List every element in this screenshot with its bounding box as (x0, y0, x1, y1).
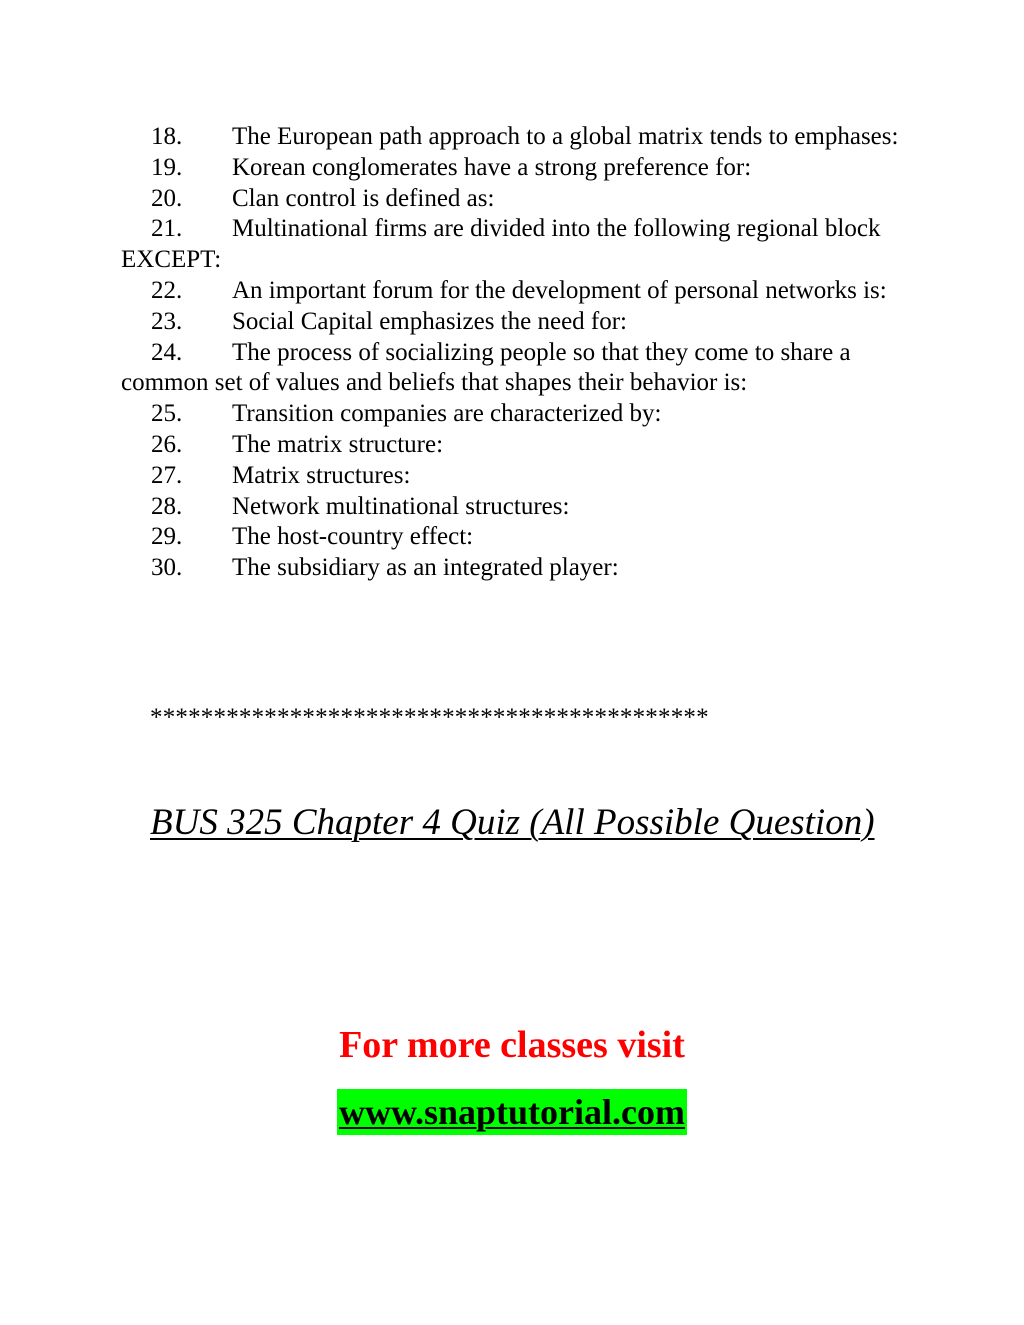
question-number: 28. (151, 492, 183, 520)
question-text: The process of socializing people so that they come to share a common set of values and beliefs that shapes their behavior is: (121, 338, 851, 397)
question-text: An important forum for the development of personal networks is: (232, 276, 887, 304)
question-item (121, 461, 911, 492)
question-text: Matrix structures: (232, 461, 411, 489)
question-number: 23. (151, 307, 183, 335)
question-item (121, 184, 911, 215)
promo-link-container (0, 1089, 1024, 1135)
question-item (121, 492, 911, 523)
question-text: Korean conglomerates have a strong preference for: (232, 153, 752, 181)
question-number: 27. (151, 461, 183, 489)
quiz-title: BUS 325 Chapter 4 Quiz (All Possible Question) (150, 802, 875, 843)
question-number: 29. (151, 523, 183, 551)
question-item (121, 553, 911, 584)
question-item (121, 338, 911, 400)
question-item (121, 122, 911, 153)
question-text: Multinational firms are divided into the following regional block EXCEPT: (121, 215, 881, 274)
question-number: 24. (151, 338, 183, 366)
question-text: The matrix structure: (232, 430, 444, 458)
question-number: 18. (151, 123, 183, 150)
question-item (121, 430, 911, 461)
question-text: The European path approach to a global matrix tends to emphases: (232, 123, 899, 150)
question-item (121, 276, 911, 307)
question-item (121, 307, 911, 338)
question-text: Network multinational structures: (232, 492, 570, 520)
promo-text: For more classes visit (339, 1024, 685, 1066)
question-text: Social Capital emphasizes the need for: (232, 307, 628, 335)
question-list (121, 122, 911, 584)
question-number: 30. (151, 554, 183, 582)
question-item (121, 399, 911, 430)
question-item (121, 522, 911, 553)
question-text: Transition companies are characterized by: (232, 400, 662, 428)
asterisk-separator: ******************************************** (150, 704, 709, 731)
question-number: 19. (151, 153, 183, 181)
question-text: The host-country effect: (232, 523, 474, 551)
question-number: 21. (151, 215, 183, 243)
question-text: The subsidiary as an integrated player: (232, 554, 619, 582)
question-number: 25. (151, 400, 183, 428)
question-number: 22. (151, 276, 183, 304)
question-number: 20. (151, 184, 183, 212)
website-link[interactable]: www.snaptutorial.com (337, 1089, 687, 1135)
question-number: 26. (151, 430, 183, 458)
question-text: Clan control is defined as: (232, 184, 495, 212)
question-item (121, 214, 911, 276)
question-item (121, 153, 911, 184)
